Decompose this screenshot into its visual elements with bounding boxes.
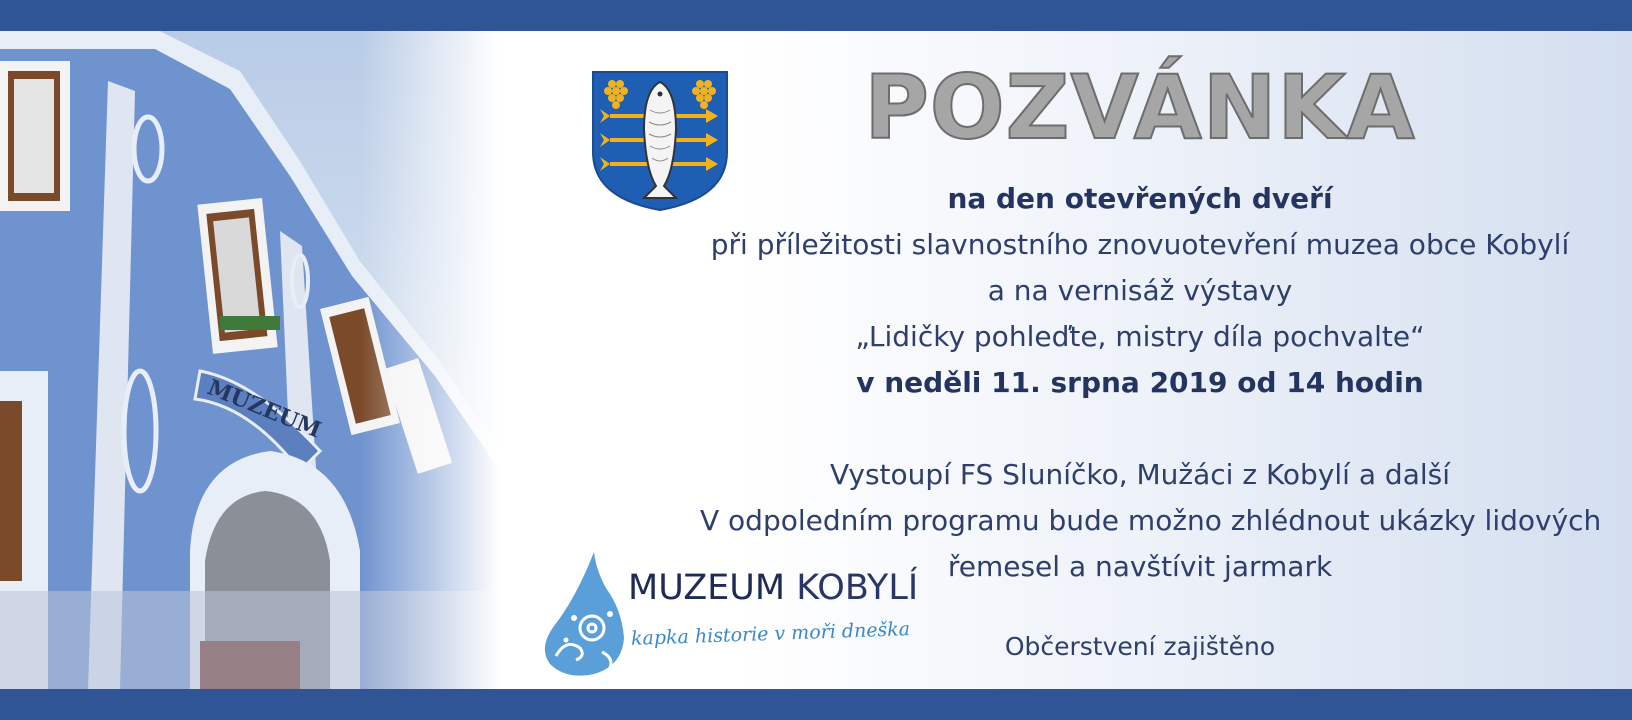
invitation-title: POZVÁNKA: [864, 56, 1416, 159]
museum-building-photo: [0, 31, 500, 689]
water-drop-icon: [536, 548, 631, 678]
invitation-subtitle: na den otevřených dveří: [947, 182, 1333, 215]
bottom-frame-bar: [0, 689, 1632, 720]
program-line-1: V odpoledním programu bude možno zhlédnout ukázky lidových: [700, 504, 1602, 537]
logo-name-part1: MUZEUM: [628, 568, 786, 608]
museum-logo: [536, 548, 919, 678]
vernissage-line: a na vernisáž výstavy: [987, 274, 1293, 307]
top-frame-bar: [0, 0, 1632, 31]
logo-name: [628, 568, 918, 608]
occasion-line: při příležitosti slavnostního znovuotevření muzea obce Kobylí: [710, 228, 1570, 261]
program-line-2: řemesel a navštívit jarmark: [947, 550, 1333, 583]
event-datetime: v neděli 11. srpna 2019 od 14 hodin: [856, 366, 1424, 399]
exhibition-title: „Lidičky pohleďte, mistry díla pochvalte“: [855, 320, 1425, 353]
performers-line: Vystoupí FS Sluníčko, Mužáci z Kobylí a další: [830, 458, 1450, 491]
refreshments-note: Občerstvení zajištěno: [1004, 632, 1276, 661]
logo-name-part2: KOBYLÍ: [796, 568, 919, 608]
logo-tagline: kapka historie v moři dneška: [630, 618, 911, 650]
